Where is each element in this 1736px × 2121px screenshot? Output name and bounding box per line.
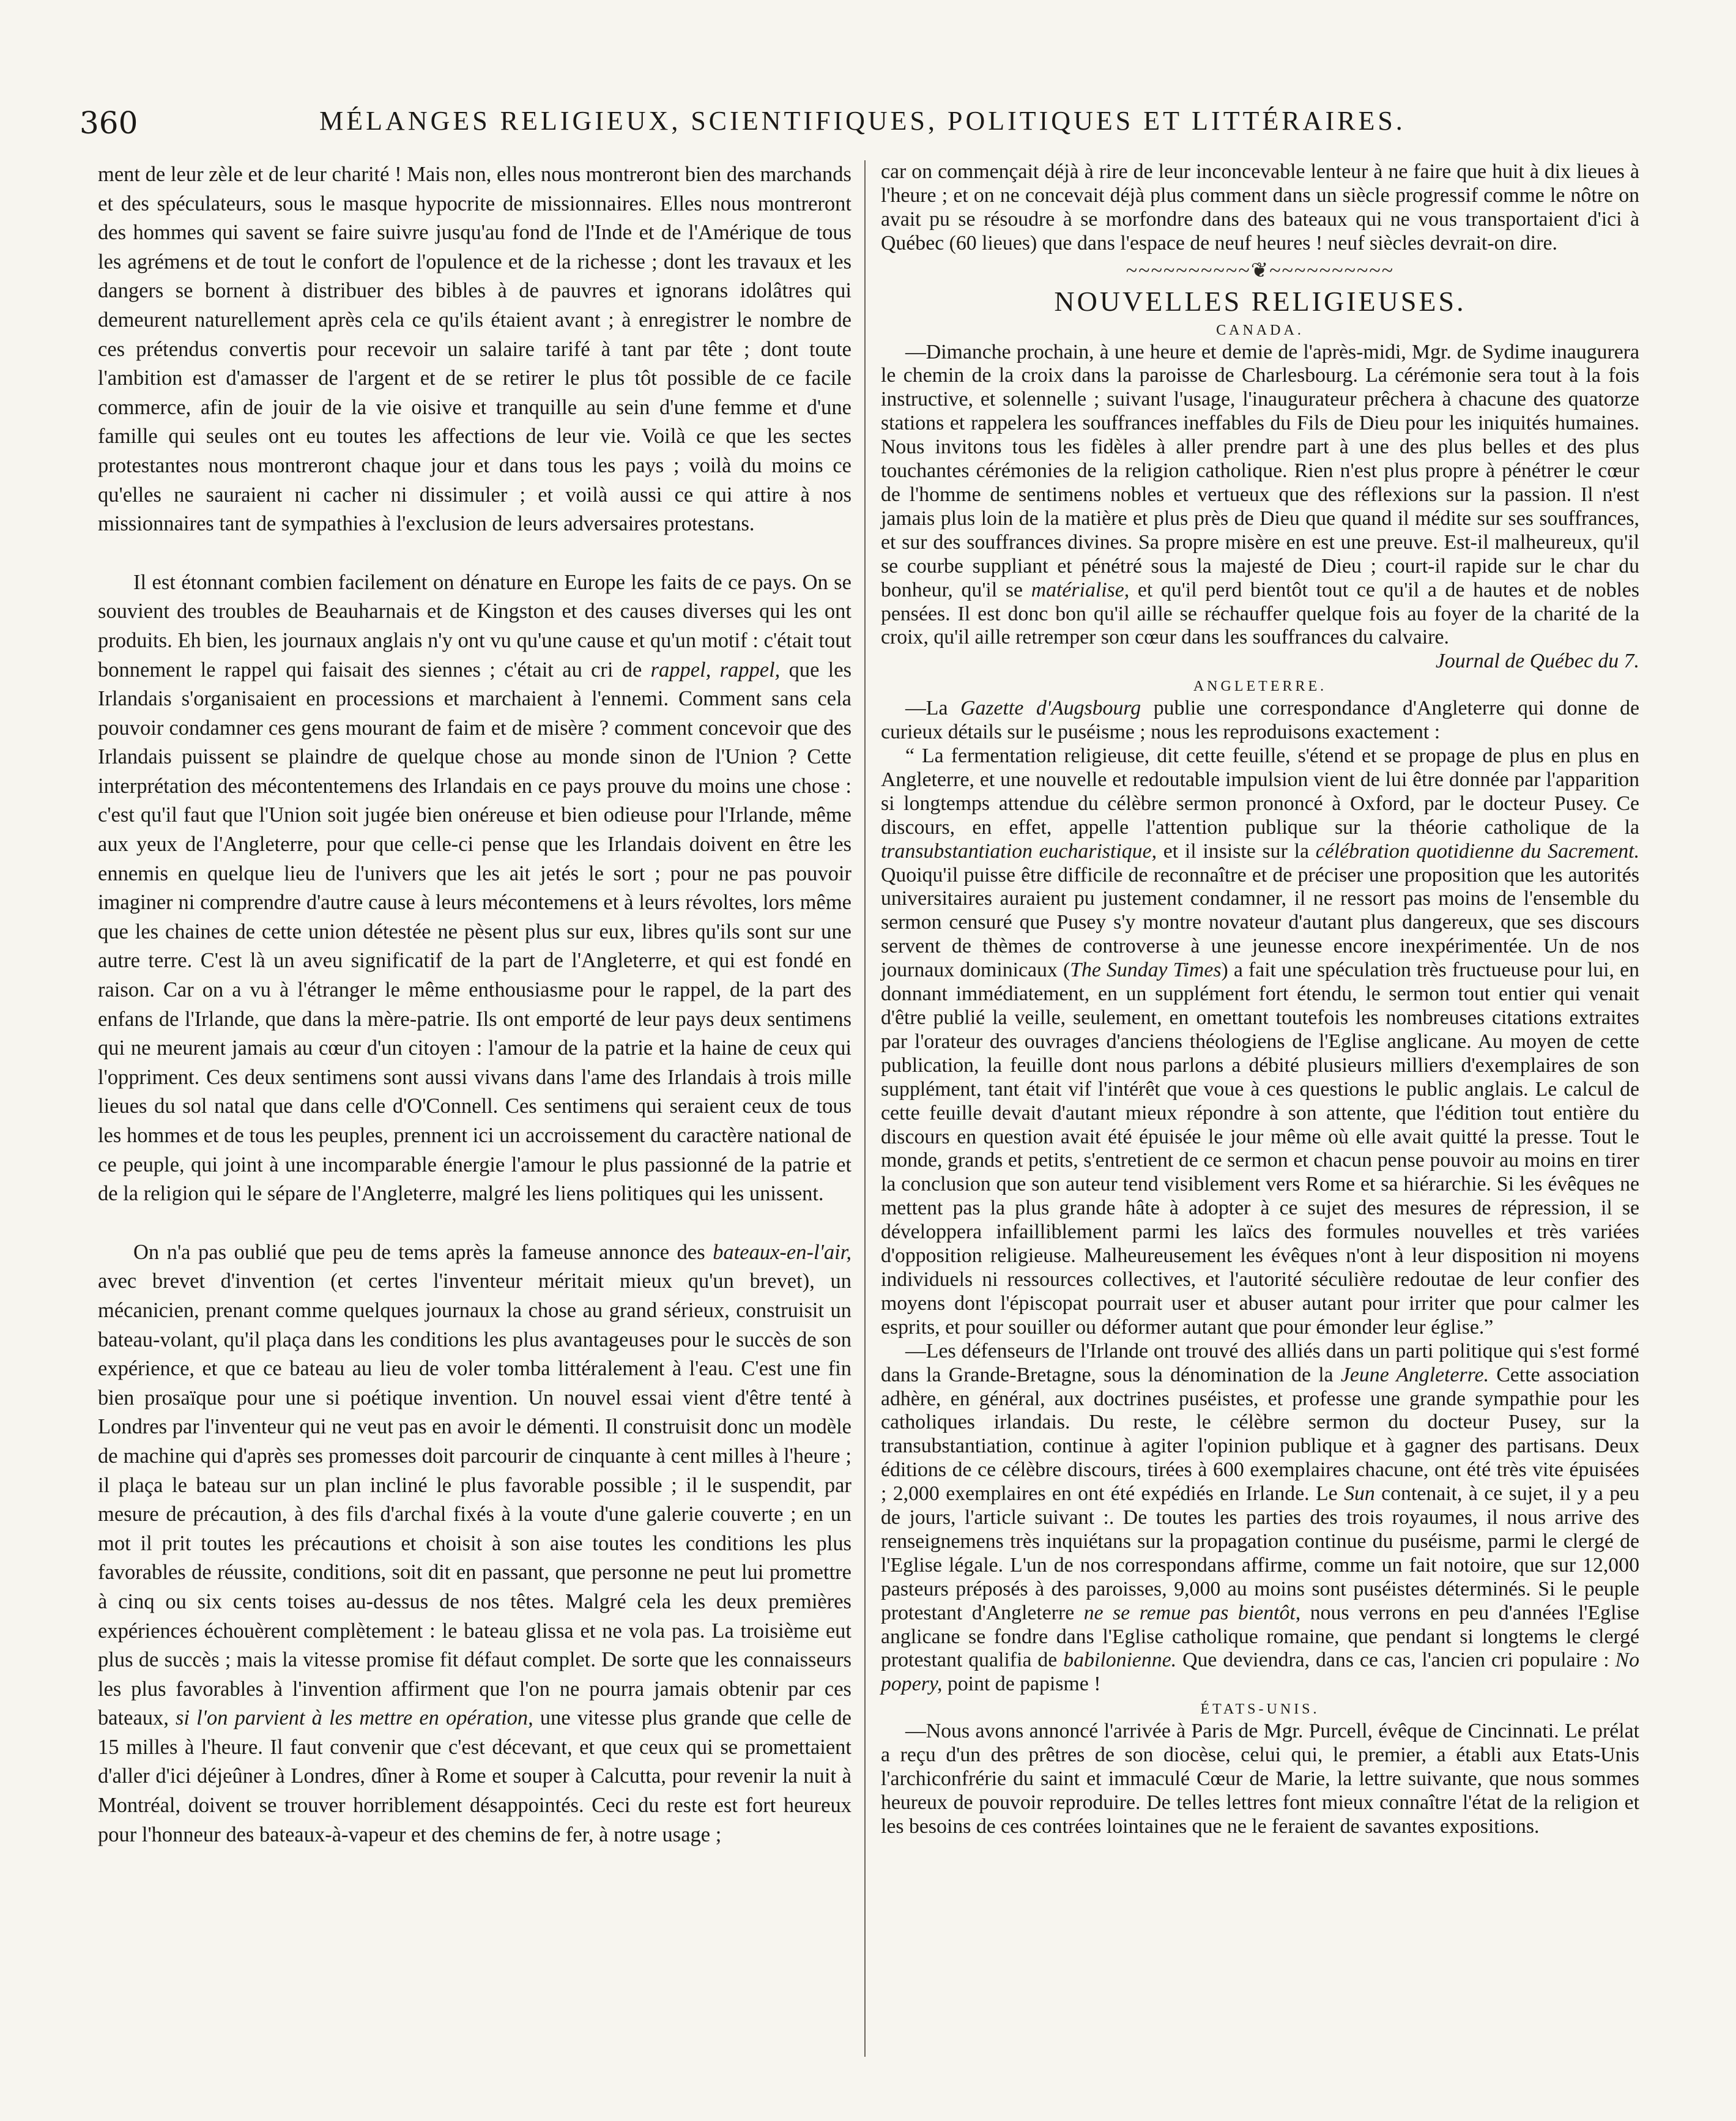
text-run: et qu'il perd bientôt tout ce qu'il a de hautes et de nobles pensées. Il est donc bon qu'il aille se réchauffer quelque fois au foyer de la charité de la croix, qu'il aille retremper son cœur dans les souffrances du calvaire. — [881, 578, 1640, 649]
italic-run: matérialise, — [1031, 578, 1130, 601]
paragraph-continuation: car on commençait déjà à rire de leur inconcevable lenteur à ne faire que huit à dix lieues à l'heure ; et on ne concevait déjà plus comment dans un siècle progressif comme le nôtre on avait pu se résoudre à se morfondre dans des bateaux qui ne vous transportaient d'ici à Québec (60 lieues) que dans l'espace de neuf heures ! neuf siècles devrait-on dire. — [881, 160, 1639, 254]
page-number: 360 — [80, 105, 138, 141]
text-run: Que deviendra, dans ce cas, l'ancien cri populaire : — [1176, 1649, 1615, 1672]
italic-run: Jeune Angleterre. — [1340, 1363, 1489, 1386]
source-credit: Journal de Québec du 7. — [1435, 650, 1639, 673]
paragraph-missionaries: ment de leur zèle et de leur charité ! Mais non, elles nous montreront bien des marchands et des spéculateurs, sous le masque hypocrite de missionnaires. Elles nous montreront des hommes qui savent se faire suivre jusqu'au fond de l'Inde et de l'Amérique de tous les agrémens et de tout le confort de l'opulence et de la richesse ; dont les travaux et les dangers se bornent à distribuer des bibles à de pauvres et ignorans idolâtres qui demeurent naturellement après cela ce qu'ils étaient avant ; à enregistrer le nombre de ces prétendus convertis pour recevoir un salaire tarifé à tant par tête ; dont toute l'ambition est d'amasser de l'argent et de se retirer le plus tôt possible de ce facile commerce, afin de jouir de la vie oisive et tranquille au sein d'une femme et d'une famille qui seules ont eu toutes les affections de leur vie. Voilà ce que les sectes protestantes nous montreront chaque jour et dans tous les pays ; voilà du moins ce qu'elles ne sauraient ni cacher ni dissimuler ; et voilà aussi ce qui attire à nos missionnaires tant de sympathies à l'exclusion de leurs adversaires protestans. — [98, 163, 851, 536]
text-run: Cette association adhère, en général, aux doctrines puséistes, et professe une grande sympathie pour les catholiques irlandais. Du reste, le célèbre sermon du docteur Pusey, sur la transubstantiation, continue à agiter l'opinion publique et à gagner des partisans. Deux éditions de ce célèbre discours, tirées à 600 exemplaires chacune, ont été très vite épuisées ; 2,000 exemplaires en ont été expédiés en Irlande. Le — [881, 1363, 1639, 1506]
paragraph-england-quote — [881, 745, 1639, 1340]
text-run: avec brevet d'invention (et certes l'inventeur méritait mieux qu'un brevet), un mécanicien, prenant comme quelques journaux la chose au grand sérieux, construisit un bateau-volant, qu'il plaça dans les conditions les plus avantageuses pour le succès de son expérience, et que ce bateau au lieu de voler tomba littéralement à l'eau. C'est une fin bien prosaïque pour une si poétique invention. Un nouvel essai vient d'être tenté à Londres par l'inventeur qui ne veut pas en avoir le démenti. Il construisit donc un modèle de machine qui d'après ses promesses doit parcourir de cinquante à cent milles à l'heure ; il plaça le bateau sur un plan incliné le plus favorable possible ; il le suspendit, par mesure de précaution, à des fils d'archal fixés à la voute d'une galerie couverte ; en un mot il prit toutes les précautions et choisit à son aise toutes les conditions les plus favorables de réussite, conditions, soit dit en passant, que personne ne peut lui promettre à cinq ou six cents toises au-dessus de nos têtes. Malgré cela les deux premières expériences échouèrent complètement : le bateau glissa et ne vola pas. La troisième eut plus de succès ; mais la vitesse promise fit défaut complet. De sorte que les connaisseurs les plus favorables à l'invention affirment que l'on ne pourra jamais obtenir par ces bateaux, — [98, 1269, 851, 1730]
subhead-canada: CANADA. — [1216, 322, 1304, 338]
text-run: Il est étonnant combien facilement on dénature en Europe les faits de ce pays. On se souvient des troubles de Beauharnais et de Kingston et des causes diverses qui les ont produits. Eh bien, les journaux anglais n'y ont vu qu'une cause et qu'un motif : c'était tout bonnement le rappel qui faisait des siennes ; c'était au cri de — [98, 570, 851, 682]
italic-run: No popery, — [881, 1649, 1639, 1696]
text-run: Quoiqu'il puisse être difficile de reconnaître et de préciser une proposition que les autorités universitaires auraient pu justement condamner, il ne ressort pas moins de l'ensemble du sermon censuré que Pusey s'y montre novateur d'autant plus dangereux, que ses discours servent de thèmes de controverse à une jeunesse encore inexpérimentée. Un de nos journaux dominicaux ( — [881, 863, 1639, 982]
italic-run: si l'on parvient à les mettre en opération, — [175, 1706, 533, 1730]
text-run: publie une correspondance d'Angleterre qui donne de curieux détails sur le puséisme ; nous les reproduisons exactement : — [881, 697, 1639, 744]
subhead-england: ANGLETERRE. — [1193, 678, 1327, 695]
italic-run: ne se remue pas bientôt, — [1083, 1601, 1301, 1624]
italic-run: célébration quotidienne du Sacrement. — [1315, 839, 1640, 863]
subhead-united-states: ÉTATS-UNIS. — [1200, 1701, 1320, 1718]
text-run: —La — [905, 697, 961, 720]
column-divider — [864, 160, 866, 2057]
page-header — [80, 105, 1645, 148]
text-run: —Dimanche prochain, à une heure et demie de l'après-midi, Mgr. de Sydime inaugurera le chemin de la croix dans la paroisse de Charlesbourg. La cérémonie sera tout à la fois instructive, et solennelle ; suivant l'usage, l'inaugurateur prêchera à chacune des quatorze stations et rappelera les souffrances ineffables du Fils de Dieu pour les iniquités humaines. Nous invitons tous les fidèles à aller prendre part à une des plus belles et des plus touchantes cérémonies de la religion catholique. Rien n'est plus propre à pénétrer le cœur de l'homme de sentimens nobles et vertueux que des réflexions sur la passion. Il n'est jamais plus loin de la matière et plus près de Dieu que quand il médite sur ses souffrances, et sur des souffrances divines. Sa propre misère en est une preuve. Est-il malheureux, qu'il se courbe suppliant et pénétré sous la majesté de Dieu ; court-il rapide sur le char du bonheur, qu'il se — [881, 340, 1639, 601]
text-run: On n'a pas oublié que peu de tems après la fameuse annonce des — [133, 1240, 713, 1264]
text-run: contenait, à ce sujet, il y a peu de jours, l'article suivant :. De toutes les parties des trois royaumes, il nous arrive des renseignemens très inquiétans sur la propagation continue du puséisme, parmi le clergé de l'Eglise légale. L'un de nos correspondans affirme, comme un fait notoire, que sur 12,000 pasteurs préposés à des paroisses, 9,000 au moins sont puséistes déterminés. Si le peuple protestant d'Angleterre — [881, 1482, 1639, 1624]
text-run: “ La fermentation religieuse, dit cette feuille, s'étend et se propage de plus en plus en Angleterre, et une nouvelle et redoutable impulsion vient de lui être donnée par l'apparition si longtemps attendue du célèbre sermon prononcé à Oxford, par le docteur Pusey. Ce discours, en effet, appelle l'attention publique sur la théorie catholique de la — [881, 745, 1639, 839]
text-run: point de papisme ! — [942, 1673, 1101, 1696]
italic-run: Sun — [1344, 1482, 1375, 1506]
italic-run: Gazette d'Augsbourg — [960, 697, 1141, 720]
italic-run: bateaux-en-l'air, — [713, 1240, 851, 1264]
left-column — [98, 160, 851, 1849]
italic-run: rappel, rappel, — [650, 658, 781, 682]
italic-run: babilonienne. — [1063, 1649, 1177, 1672]
text-run: nous verrons en peu d'années l'Eglise anglicane se fondre dans l'Eglise catholique romaine, que pendant si longtems le clergé protestant qualifia de — [881, 1601, 1639, 1672]
text-run: une vitesse plus grande que celle de 15 milles à l'heure. Il faut convenir que c'est décevant, et que ceux qui se promettaient d'aller d'ici déjeûner à Londres, dîner à Rome et souper à Calcutta, pour revenir la nuit à Montréal, doivent se trouver horriblement désappointés. Ceci du reste est fort heureux pour l'honneur des bateaux-à-vapeur et des chemins de fer, à notre usage ; — [98, 1706, 851, 1846]
text-run: que les Irlandais s'organisaient en processions et marchaient à l'ennemi. Comment sans cela pouvoir condamner ces gens mourant de faim et de misère ? comment concevoir que des Irlandais puissent se plaindre de quelque chose au monde sinon de l'Union ? Cette interprétation des mécontentemens des Irlandais en ce pays prouve du moins une chose : c'est qu'il faut que l'Union soit jugée bien onéreuse et bien odieuse pour l'Irlande, même aux yeux de l'Angleterre, pour que celle-ci pense que les Irlandais doivent en être les ennemis en quelque lieu de l'univers que les ait jetés le sort ; pour ne pas pouvoir imaginer ni comprendre d'autre cause à leurs mécontemens et à leurs révoltes, lors même que les chaines de cette union détestée ne pèsent plus sur eux, libres qu'ils sont sur une autre terre. C'est là un aveu significatif de la part de l'Angleterre, et qui est fondé en raison. Car on a vu à l'étranger le même enthousiasme pour le rappel, de la part des enfans de l'Irlande, que dans la mère-patrie. Ils ont emporté de leur pays deux sentimens qui ne meurent jamais au cœur d'un citoyen : l'amour de la patrie et la haine de ceux qui l'oppriment. Ces deux sentimens sont aussi vivans dans l'ame des Irlandais à trois mille lieues du sol natal que dans celle d'O'Connell. Ces sentimens qui seraient ceux de tous les hommes et de tous les peuples, prennent ici un accroissement du caractère national de ce peuple, qui joint à une incomparable énergie l'amour le plus passionné de la patrie et de la religion qui le sépare de l'Angleterre, malgré les liens politiques qui les unissent. — [98, 658, 851, 1206]
paragraph-irish-union — [98, 568, 851, 1209]
paragraph-flying-boats — [98, 1238, 851, 1849]
right-column — [881, 160, 1639, 1839]
paragraph-united-states: —Nous avons annoncé l'arrivée à Paris de Mgr. Purcell, évêque de Cincinnati. Le prélat a reçu d'un des prêtres de son diocèse, celui qui, le premier, a établi aux Etats-Unis l'archiconfrérie du saint et immaculé Cœur de Marie, la lettre suivante, que nous sommes heureux de pouvoir reproduire. De telles lettres font mieux connaître l'état de la religion et les besoins de ces contrées lointaines que ne le feraient de savantes expositions. — [881, 1720, 1639, 1838]
running-title: MÉLANGES RELIGIEUX, SCIENTIFIQUES, POLITIQUES ET LITTÉRAIRES. — [319, 106, 1406, 136]
text-run: et il insiste sur la — [1157, 839, 1316, 863]
text-run: —Les défenseurs de l'Irlande ont trouvé des alliés dans un parti politique qui s'est formé dans la Grande-Bretagne, sous la dénomination de la — [881, 1339, 1639, 1386]
text-run: ) a fait une spéculation très fructueuse pour lui, en donnant immédiatement, en un supplément fort étendu, le sermon tout entier qui venait d'être publié la veille, seulement, en omettant toutefois les nombreuses citations extraites par l'orateur des ouvrages d'anciens théologiens de l'Eglise anglicane. Au moyen de cette publication, la feuille dont nous parlons a débité plusieurs milliers d'exemplaires de son supplément, tant était vif l'intérêt que voue à ces questions le public anglais. Le calcul de cette feuille devait d'autant mieux répondre à son attente, que l'édition tout entière du discours en question avait été épuisée le jour même où elle avait quitté la presse. Tout le monde, grands et petits, s'entretient de ce sermon et chacun pense pouvoir au moins en tirer la conclusion que son auteur tend visiblement vers Rome et sa hiérarchie. Si les évêques ne mettent pas la plus grande hâte à adopter à ce sujet des mesures de répression, il se développera infailliblement parmi les laïcs des formules nouvelles et très variées d'opposition religieuse. Malheureusement les évêques n'ont à leur disposition ni moyens individuels ni ressources collectives, et l'autorité séculière redoutae de leur confier des moyens dont l'épiscopat pourrait user et abuser autant pour irriter que pour calmer les esprits, et pour souiller ou déformer autant que pour émonder leur église.” — [881, 959, 1640, 1339]
italic-run: transubstantiation eucharistique, — [881, 839, 1157, 863]
paragraph-canada — [881, 341, 1639, 650]
paragraph-england-intro — [881, 697, 1639, 745]
italic-run: The Sunday Times — [1070, 959, 1222, 982]
section-title: NOUVELLES RELIGIEUSES. — [1054, 285, 1466, 317]
decorative-rule: ~~~~~~~~~~❦~~~~~~~~~~ — [1126, 259, 1395, 282]
paragraph-england-young — [881, 1340, 1639, 1697]
